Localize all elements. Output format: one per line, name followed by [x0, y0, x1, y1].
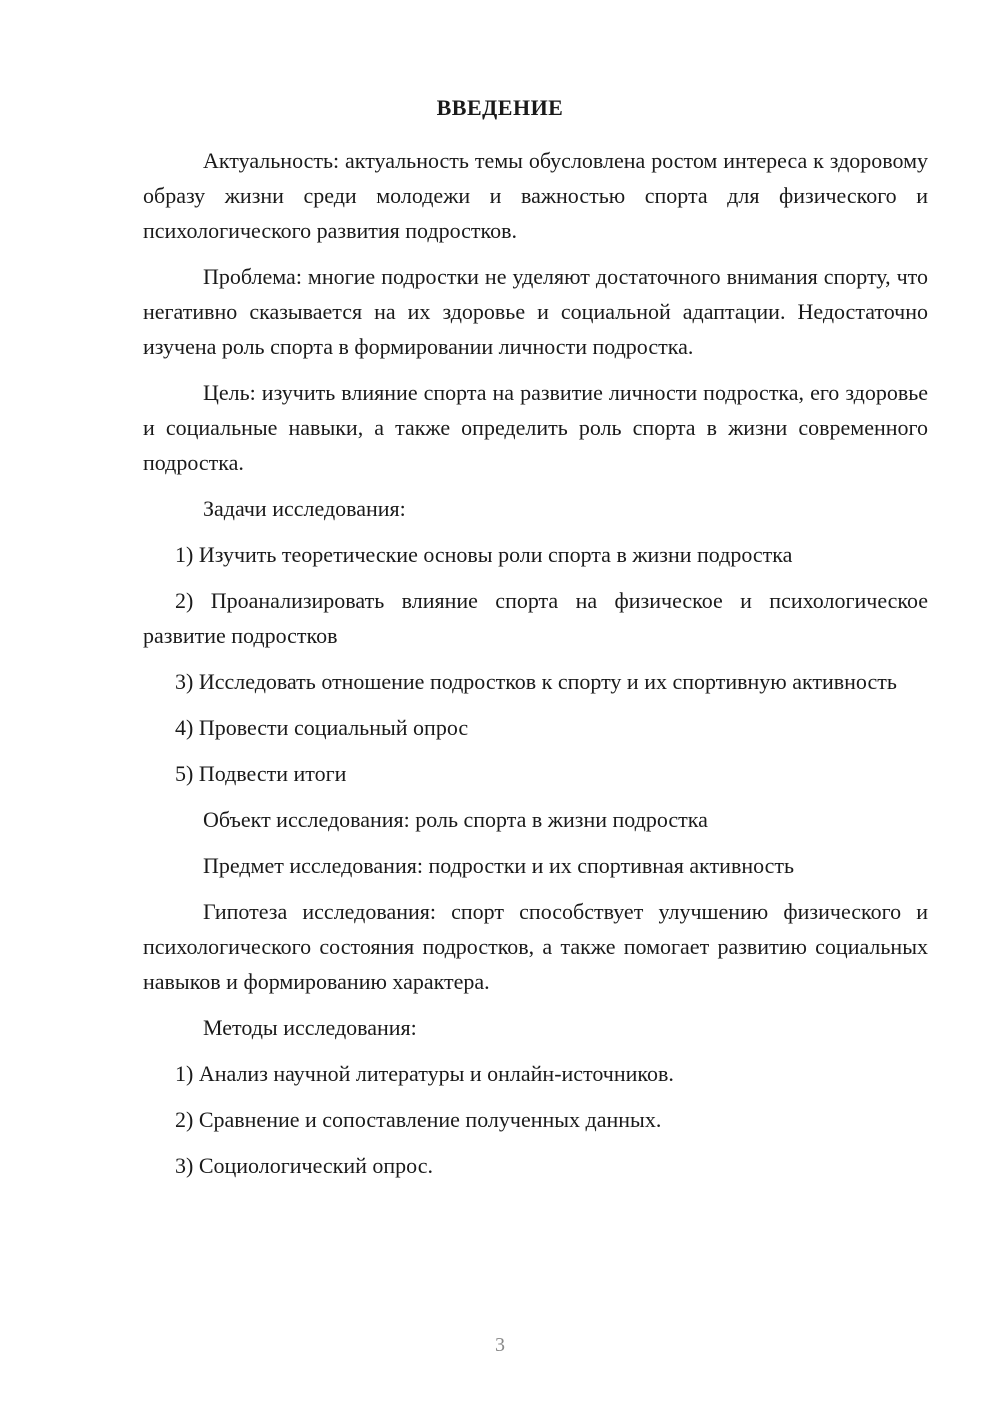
paragraph-methods-heading: Методы исследования:	[203, 1015, 417, 1040]
list-item-method-2: 2) Сравнение и сопоставление полученных данных.	[175, 1107, 662, 1132]
page-title: ВВЕДЕНИЕ	[436, 95, 564, 120]
list-item-task-4: 4) Провести социальный опрос	[175, 715, 469, 740]
list-item-method-1: 1) Анализ научной литературы и онлайн-источников.	[175, 1061, 674, 1086]
document-body	[143, 143, 928, 1194]
paragraph-hypothesis: Гипотеза исследования: спорт способствует улучшению физического и психологического состояния подростков, а также помогает развитию социальных навыков и формированию характера.	[143, 899, 928, 994]
list-item-task-3: 3) Исследовать отношение подростков к спорту и их спортивную активность	[175, 669, 897, 694]
paragraph-relevance: Актуальность: актуальность темы обусловлена ростом интереса к здоровому образу жизни среди молодежи и важностью спорта для физического и психологического развития подростков.	[143, 148, 928, 243]
paragraph-problem: Проблема: многие подростки не уделяют достаточного внимания спорту, что негативно сказывается на их здоровье и социальной адаптации. Недостаточно изучена роль спорта в формировании личности подростка.	[143, 264, 928, 359]
paragraph-goal: Цель: изучить влияние спорта на развитие личности подростка, его здоровье и социальные навыки, а также определить роль спорта в жизни современного подростка.	[143, 380, 928, 475]
paragraph-object: Объект исследования: роль спорта в жизни подростка	[203, 807, 708, 832]
list-item-task-5: 5) Подвести итоги	[175, 761, 347, 786]
list-item-task-1: 1) Изучить теоретические основы роли спорта в жизни подростка	[175, 542, 793, 567]
page-number: 3	[495, 1334, 505, 1356]
list-item-method-3: 3) Социологический опрос.	[175, 1153, 433, 1178]
paragraph-subject: Предмет исследования: подростки и их спортивная активность	[203, 853, 795, 878]
paragraph-tasks-heading: Задачи исследования:	[203, 496, 406, 521]
list-item-task-2: 2) Проанализировать влияние спорта на физическое и психологическое развитие подростков	[143, 588, 928, 648]
